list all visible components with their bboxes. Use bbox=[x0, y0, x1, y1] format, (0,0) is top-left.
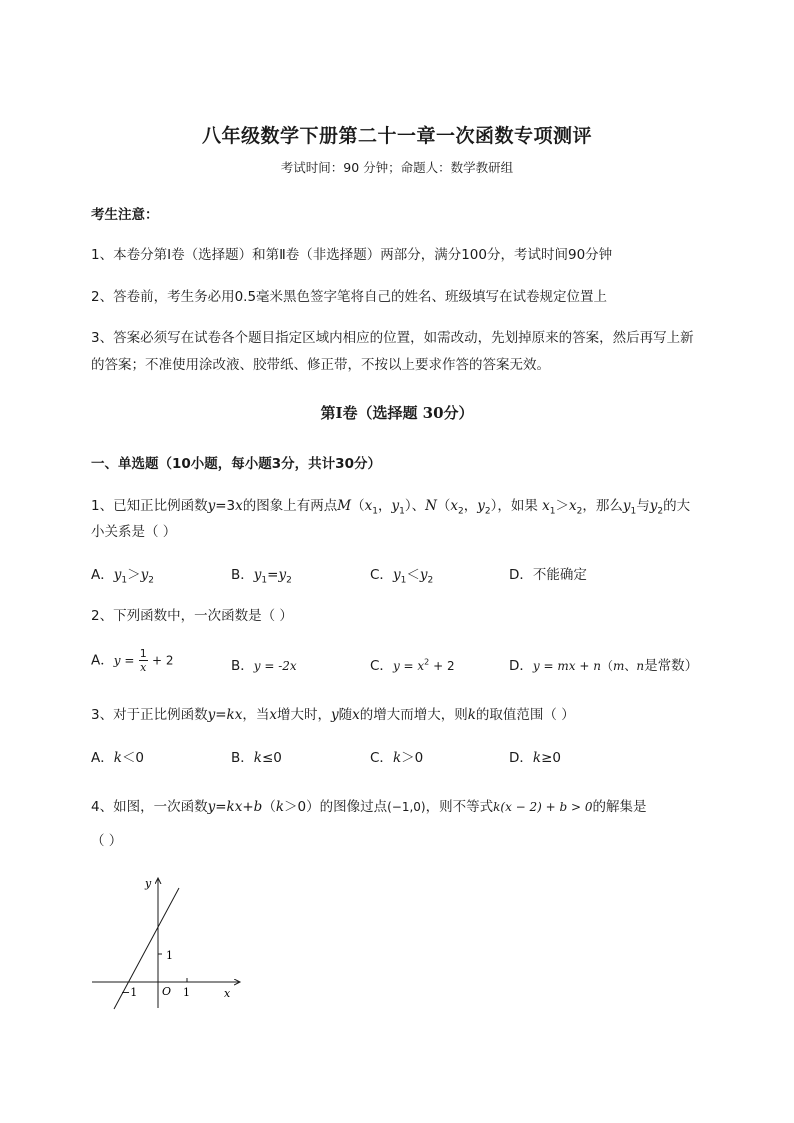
q4-line-graph-figure bbox=[88, 868, 248, 1013]
question-4-stem: 4、如图，一次函数y=kx+b（k＞0）的图像过点(−1,0)，则不等式k(x − 2) + b > 0的解集是 bbox=[91, 799, 647, 815]
fraction-one-over-x: $\frac{1}{x}$ bbox=[139, 647, 147, 674]
q2-option-d[interactable]: D．y = mx + n（m、n是常数） bbox=[509, 658, 699, 674]
question-1-stem: 1、已知正比例函数y=3x的图象上有两点$M(x_1$，$y_1$）、$N(x_2$，$y_2$），如果 $x_1>x_2$，那么$y_1$与$y_2$的大 bbox=[91, 498, 691, 517]
q2-option-b[interactable]: B．y = -2x bbox=[231, 658, 297, 674]
notice-item-2: 2、答卷前，考生务必用0.5毫米黑色签字笔将自己的姓名、班级填写在试卷规定位置上 bbox=[91, 289, 608, 305]
section-title: 第Ⅰ卷（选择题 30分） bbox=[320, 404, 474, 422]
q3-option-d[interactable]: D．k≥0 bbox=[509, 750, 561, 766]
q1-option-a[interactable]: A．$y_1>y_2$ bbox=[91, 567, 154, 586]
q2-option-c[interactable]: C．$y = x^2 + 2$ bbox=[370, 657, 455, 674]
q3-option-a[interactable]: A．k＜0 bbox=[91, 750, 145, 766]
notice-item-1: 1、本卷分第Ⅰ卷（选择题）和第Ⅱ卷（非选择题）两部分，满分100分，考试时间90分钟 bbox=[91, 247, 613, 263]
exam-title: 八年级数学下册第二十一章一次函数专项测评 bbox=[201, 125, 592, 147]
question-4-stem-cont: （ ） bbox=[91, 833, 123, 849]
notice-item-3: 3、答案必须写在试卷各个题目指定区域内相应的位置，如需改动，先划掉原来的答案，然后再写上新 bbox=[91, 330, 694, 346]
tick-label-neg1: −1 bbox=[121, 986, 138, 999]
tick-label-y-1: 1 bbox=[166, 949, 173, 962]
q1-option-c[interactable]: C．$y_1<y_2$ bbox=[370, 567, 434, 586]
x-axis-label: x bbox=[224, 987, 231, 1000]
tick-label-x-1: 1 bbox=[183, 986, 190, 999]
origin-label: O bbox=[162, 985, 172, 998]
question-2-stem: 2、下列函数中，一次函数是（ ） bbox=[91, 608, 293, 624]
question-3-stem: 3、对于正比例函数y=kx，当x增大时，y随x的增大而增大，则k的取值范围（ ） bbox=[91, 707, 575, 723]
q2-option-a[interactable]: A．y = $\frac{1}{x}$ + 2 bbox=[91, 647, 174, 674]
q1-option-b[interactable]: B．$y_1=y_2$ bbox=[231, 567, 292, 586]
q3-option-b[interactable]: B．k≤0 bbox=[231, 750, 282, 766]
exam-subtitle: 考试时间：90 分钟；命题人：数学教研组 bbox=[280, 160, 514, 175]
q1-option-d[interactable]: D．不能确定 bbox=[509, 567, 587, 583]
notice-heading: 考生注意： bbox=[91, 207, 159, 223]
y-axis-label: y bbox=[145, 877, 152, 890]
notice-item-3-cont: 的答案；不准使用涂改液、胶带纸、修正带，不按以上要求作答的答案无效。 bbox=[91, 357, 550, 373]
part-heading: 一、单选题（10小题，每小题3分，共计30分） bbox=[91, 456, 381, 472]
q3-option-c[interactable]: C．k＞0 bbox=[370, 750, 424, 766]
question-1-stem-cont: 小关系是（ ） bbox=[91, 524, 177, 540]
